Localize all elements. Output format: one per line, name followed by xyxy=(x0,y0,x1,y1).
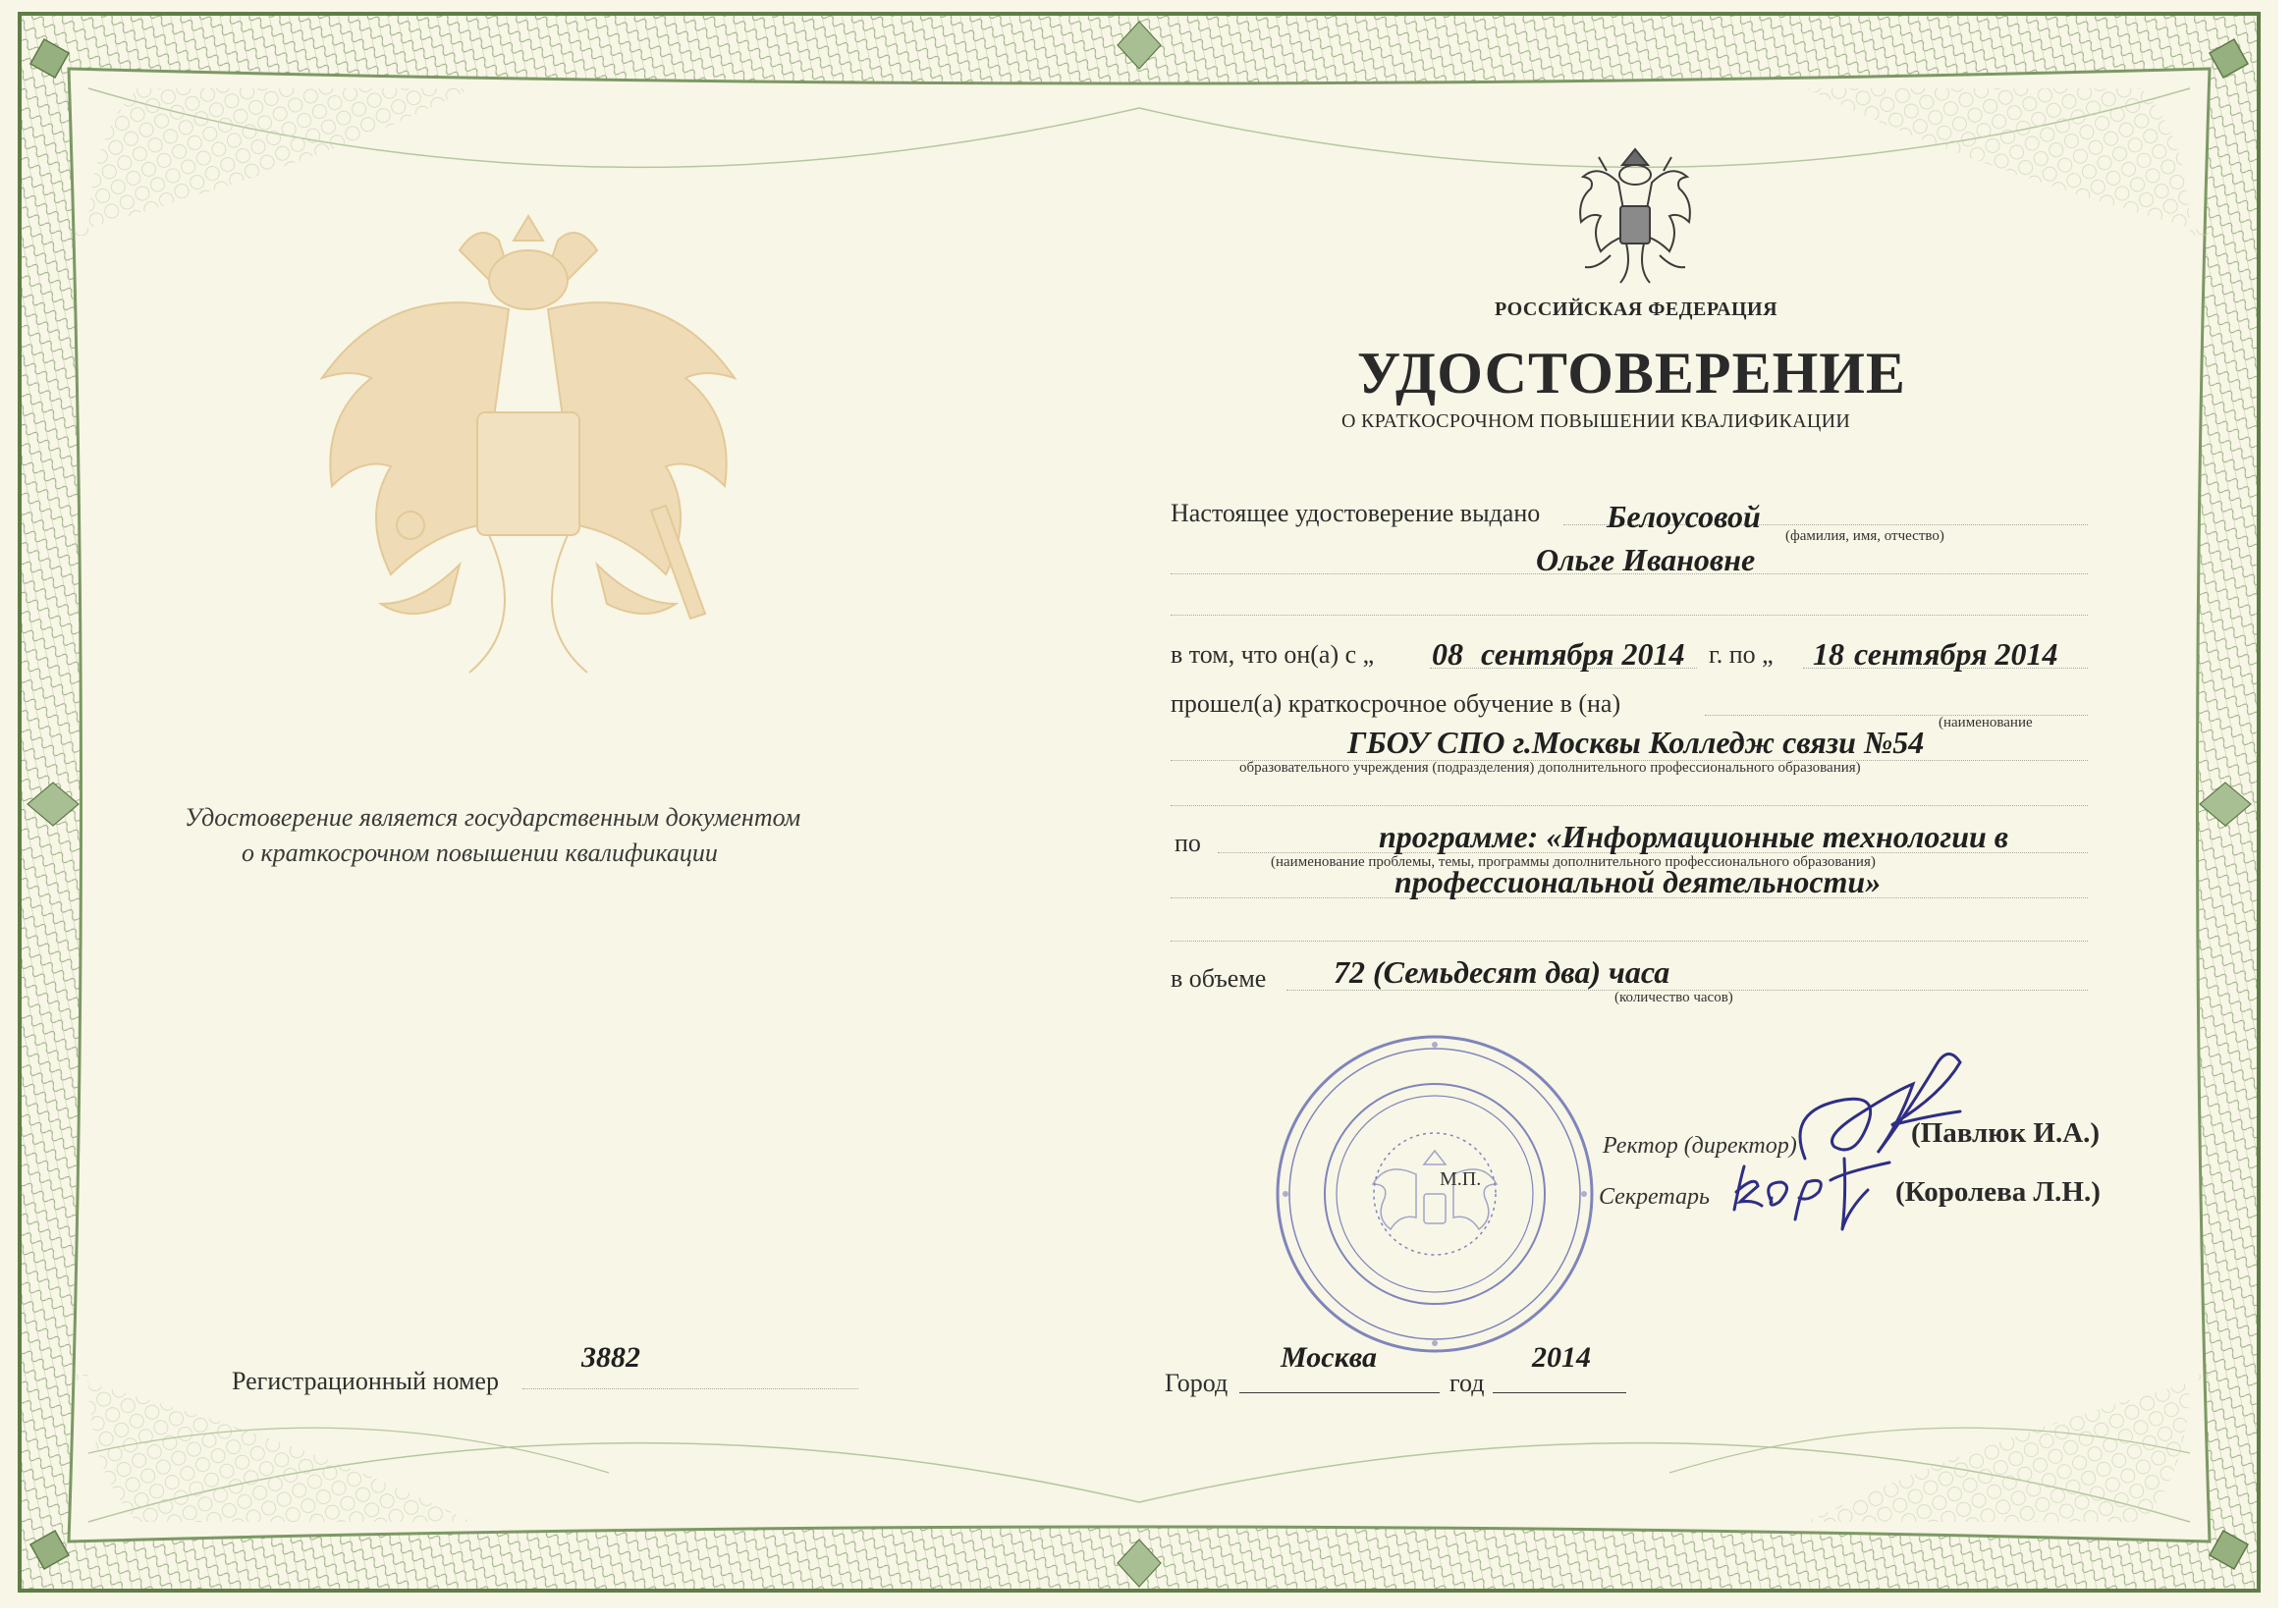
date-to-month-year: сентября 2014 xyxy=(1854,636,2058,672)
holder-surname: Белоусовой xyxy=(1607,499,1761,534)
registration-line xyxy=(522,1388,858,1389)
year-line xyxy=(1493,1392,1626,1393)
institution-hint-start: (наименование xyxy=(1939,715,2033,730)
coat-of-arms-watermark-icon xyxy=(312,211,744,682)
issued-to-label: Настоящее удостоверение выдано xyxy=(1171,499,1541,527)
registration-label: Регистрационный номер xyxy=(232,1367,499,1395)
name-line-3 xyxy=(1171,615,2088,616)
date-from-month-year: сентября 2014 xyxy=(1481,636,1685,672)
program-title-line2: профессиональной деятельности» xyxy=(1394,864,1882,899)
document-title: УДОСТОВЕРЕНИЕ xyxy=(1357,341,1906,406)
official-seal-stamp xyxy=(1267,1027,1603,1361)
volume-label: в объеме xyxy=(1171,964,1267,993)
period-to-label: г. по „ xyxy=(1709,640,1774,669)
secretary-signature xyxy=(1721,1151,1899,1239)
seal-placement-mark: М.П. xyxy=(1440,1168,1482,1190)
program-hint: (наименование проблемы, темы, программы дополнительного профессионального образования) xyxy=(1271,854,1876,870)
document-subtitle: О КРАТКОСРОЧНОМ ПОВЫШЕНИИ КВАЛИФИКАЦИИ xyxy=(1341,410,1851,432)
date-to-day: 18 xyxy=(1813,636,1844,672)
training-label: прошел(а) краткосрочное обучение в (на) xyxy=(1171,689,1621,718)
institution-line-2 xyxy=(1171,805,2088,806)
program-label: по xyxy=(1175,829,1201,857)
year-label: год xyxy=(1449,1369,1485,1397)
period-from-label: в том, что он(а) с „ xyxy=(1171,640,1375,669)
left-note-line1: Удостоверение является государственным документом xyxy=(185,803,801,832)
holder-given-names: Ольге Ивановне xyxy=(1536,542,1756,577)
city-label: Город xyxy=(1165,1369,1229,1397)
secretary-label: Секретарь xyxy=(1599,1184,1710,1210)
rector-name: (Павлюк И.А.) xyxy=(1911,1117,2101,1149)
year-value: 2014 xyxy=(1532,1341,1591,1374)
program-title-line1: программе: «Информационные технологии в xyxy=(1379,819,2009,854)
date-from-day: 08 xyxy=(1432,636,1463,672)
city-value: Москва xyxy=(1281,1341,1377,1374)
coat-of-arms-icon xyxy=(1571,145,1699,293)
full-name-hint: (фамилия, имя, отчество) xyxy=(1785,528,1944,544)
volume-value: 72 (Семьдесят два) часа xyxy=(1334,954,1670,990)
country-label: РОССИЙСКАЯ ФЕДЕРАЦИЯ xyxy=(1495,298,1778,320)
left-note-line2: о краткосрочном повышении квалификации xyxy=(242,839,718,867)
institution-hint-rest: образовательного учреждения (подразделения) дополнительного профессионального образования) xyxy=(1239,760,1861,776)
institution-name: ГБОУ СПО г.Москвы Колледж связи №54 xyxy=(1347,725,1925,760)
program-line-3 xyxy=(1171,941,2088,942)
volume-hint: (количество часов) xyxy=(1614,990,1733,1005)
rector-label: Ректор (директор) xyxy=(1603,1133,1797,1159)
registration-number: 3882 xyxy=(581,1341,640,1374)
secretary-name: (Королева Л.Н.) xyxy=(1895,1176,2101,1208)
city-line xyxy=(1239,1392,1440,1393)
